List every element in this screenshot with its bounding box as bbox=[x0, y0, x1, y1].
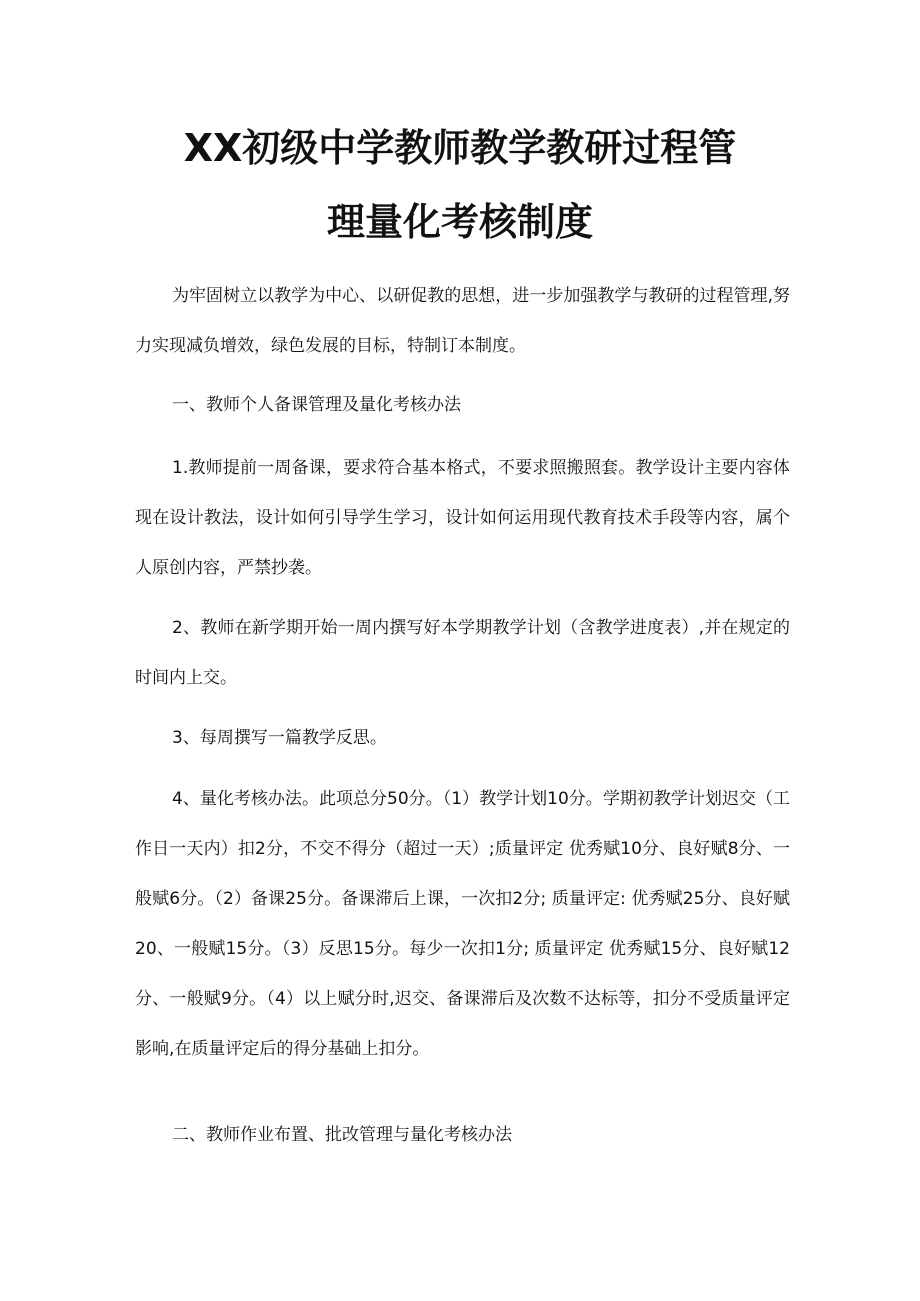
item-3-paragraph: 3、每周撰写一篇教学反思。 bbox=[172, 728, 387, 748]
section-2-heading: 二、教师作业布置、批改管理与量化考核办法 bbox=[172, 1125, 512, 1145]
item-4-paragraph: 4、量化考核办法。此项总分50分。（1）教学计划10分。学期初教学计划迟交（工作日一天内）扣2分，不交不得分（超过一天）;质量评定 优秀赋10分、良好赋8分、一般赋6分。（2）备课25分。备课滞后上课，一次扣2分; 质量评定: 优秀赋25分、良好赋20、一般赋15分。（3）反思15分。每少一次扣1分; 质量评定 优秀赋15分、良好赋12分、一般赋9分。（4）以上赋分时,迟交、备课滞后及次数不达标等，扣分不受质量评定影响,在质量评定后的得分基础上扣分。 bbox=[135, 789, 790, 1059]
item-2-paragraph: 2、教师在新学期开始一周内撰写好本学期教学计划（含教学进度表）,并在规定的时间内上交。 bbox=[135, 618, 790, 688]
intro-paragraph: 为牢固树立以教学为中心、以研促教的思想，进一步加强教学与教研的过程管理,努力实现减负增效，绿色发展的目标，特制订本制度。 bbox=[135, 286, 790, 356]
document-title-line-1: XX初级中学教师教学教研过程管 bbox=[183, 126, 737, 170]
item-1-paragraph: 1.教师提前一周备课，要求符合基本格式，不要求照搬照套。教学设计主要内容体现在设计教法，设计如何引导学生学习，设计如何运用现代教育技术手段等内容，属个人原创内容，严禁抄袭。 bbox=[135, 458, 790, 578]
document-title-line-2: 理量化考核制度 bbox=[326, 200, 593, 244]
section-1-heading: 一、教师个人备课管理及量化考核办法 bbox=[172, 395, 461, 415]
